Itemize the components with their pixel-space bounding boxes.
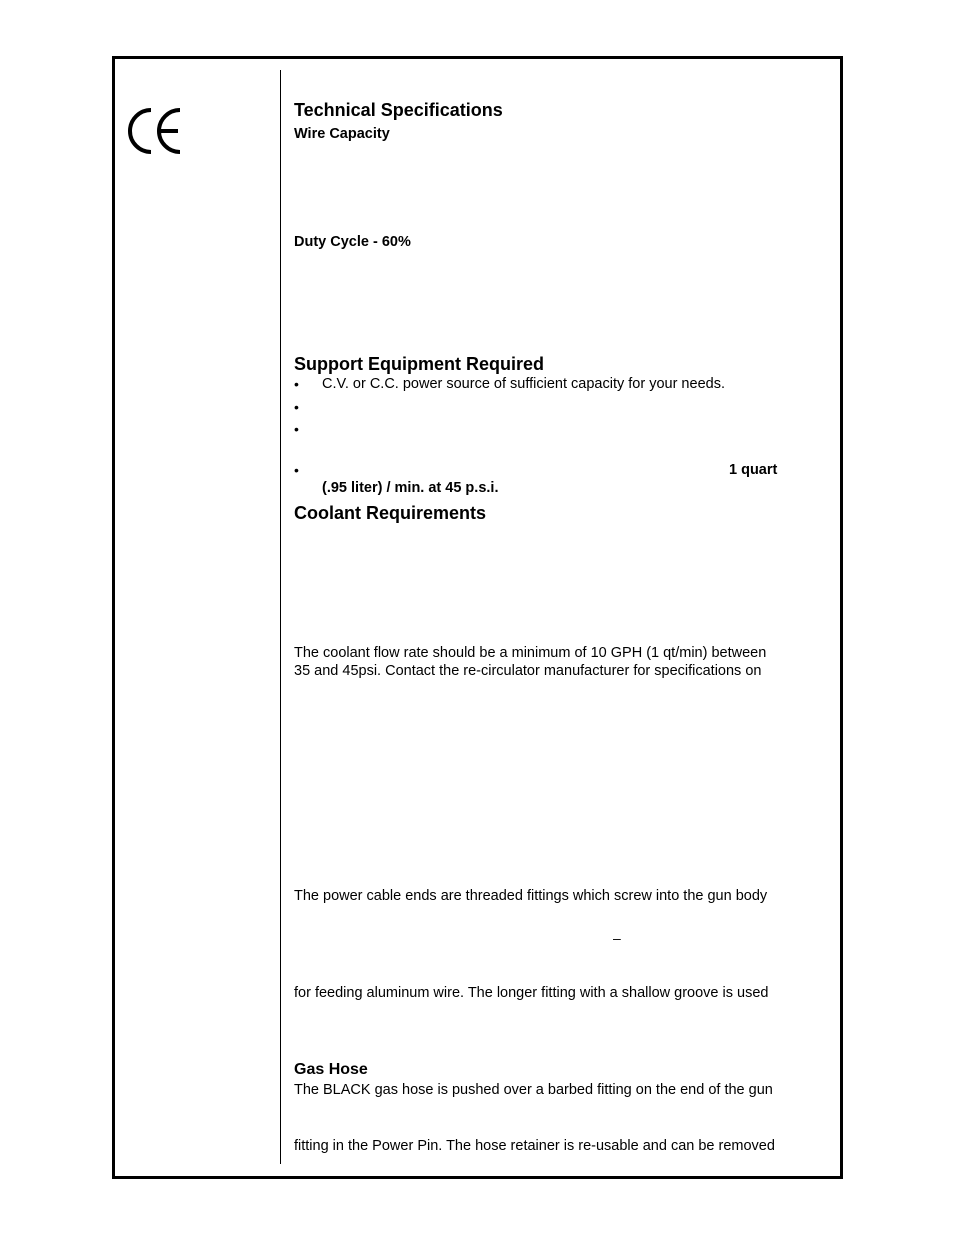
page-frame: [112, 56, 843, 1179]
technical-specifications-heading: Technical Specifications: [294, 100, 503, 120]
coolant-paragraph-line-1: The coolant flow rate should be a minimum of 10 GPH (1 qt/min) between: [294, 645, 767, 661]
bullet-marker-1: •: [294, 376, 299, 392]
coolant-paragraph-line-2: 35 and 45psi. Contact the re-circulator manufacturer for specifications on: [294, 663, 762, 679]
power-cable-paragraph-line-2: for feeding aluminum wire. The longer fitting with a shallow groove is used: [294, 985, 769, 1001]
support-equipment-heading: Support Equipment Required: [294, 354, 544, 374]
bullet-text-1: C.V. or C.C. power source of sufficient capacity for your needs.: [322, 376, 725, 392]
duty-cycle-label: Duty Cycle - 60%: [294, 234, 411, 250]
power-cable-dash: –: [613, 930, 621, 946]
wire-capacity-label: Wire Capacity: [294, 126, 390, 142]
ce-mark-icon: [124, 106, 186, 156]
bullet-marker-2: •: [294, 399, 299, 415]
bullet-marker-4: •: [294, 462, 299, 478]
column-divider: [280, 70, 281, 1164]
coolant-requirements-heading: Coolant Requirements: [294, 503, 487, 523]
gas-hose-paragraph-line-2: fitting in the Power Pin. The hose retainer is re-usable and can be removed: [294, 1138, 775, 1154]
bullet-marker-3: •: [294, 421, 299, 437]
gas-hose-heading: Gas Hose: [294, 1061, 368, 1078]
coolant-flow-quart: 1 quart: [729, 462, 778, 478]
power-cable-paragraph-line-1: The power cable ends are threaded fittings which screw into the gun body: [294, 888, 768, 904]
gas-hose-paragraph-line-1: The BLACK gas hose is pushed over a barbed fitting on the end of the gun: [294, 1082, 773, 1098]
coolant-flow-liter: (.95 liter) / min. at 45 p.s.i.: [322, 480, 499, 496]
